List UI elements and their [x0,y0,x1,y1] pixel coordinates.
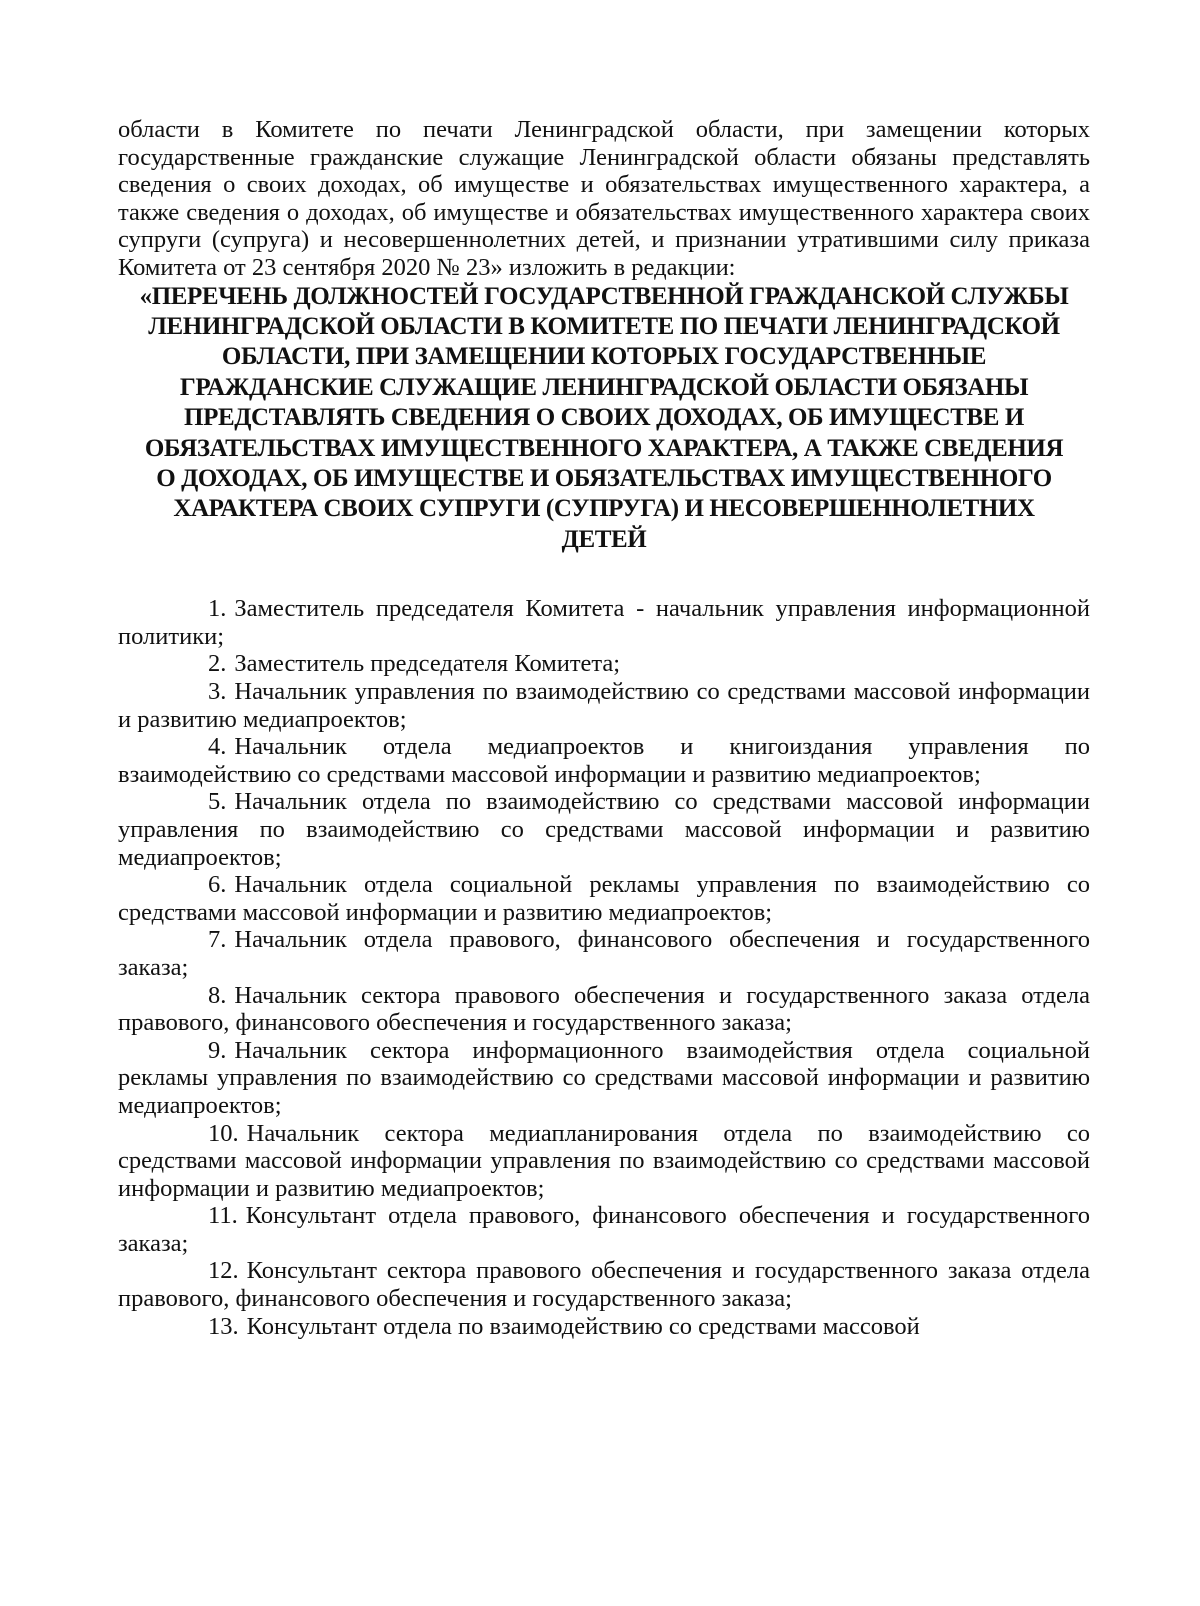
item-number: 5. [208,788,227,816]
list-item [118,595,1090,650]
list-item [118,1257,1090,1312]
intro-paragraph: области в Комитете по печати Ленинградской области, при замещении которых государственные гражданские служащие Ленинградской области обязаны представлять сведения о своих доходах, об имуществе и обязательствах имущественного характера, а также сведения о доходах, об имуществе и обязательствах имущественного характера своих супруги (супруга) и несовершеннолетних детей, и признании утратившими силу приказа Комитета от 23 сентября 2020 № 23» изложить в редакции: [118,116,1090,281]
list-heading: «ПЕРЕЧЕНЬ ДОЛЖНОСТЕЙ ГОСУДАРСТВЕННОЙ ГРАЖДАНСКОЙ СЛУЖБЫ ЛЕНИНГРАДСКОЙ ОБЛАСТИ В КОМИТЕТЕ ПО ПЕЧАТИ ЛЕНИНГРАДСКОЙ ОБЛАСТИ, ПРИ ЗАМЕЩЕНИИ КОТОРЫХ ГОСУДАРСТВЕННЫЕ ГРАЖДАНСКИЕ СЛУЖАЩИЕ ЛЕНИНГРАДСКОЙ ОБЛАСТИ ОБЯЗАНЫ ПРЕДСТАВЛЯТЬ СВЕДЕНИЯ О СВОИХ ДОХОДАХ, ОБ ИМУЩЕСТВЕ И ОБЯЗАТЕЛЬСТВАХ ИМУЩЕСТВЕННОГО ХАРАКТЕРА, А ТАКЖЕ СВЕДЕНИЯ О ДОХОДАХ, ОБ ИМУЩЕСТВЕ И ОБЯЗАТЕЛЬСТВАХ ИМУЩЕСТВЕННОГО ХАРАКТЕРА СВОИХ СУПРУГИ (СУПРУГА) И НЕСОВЕРШЕННОЛЕТНИХ ДЕТЕЙ [139,282,1069,553]
item-text: Начальник управления по взаимодействию со средствами массовой информации и развитию медиапроектов; [118,678,1090,733]
item-number: 12. [208,1257,239,1285]
positions-list [118,595,1090,1340]
list-item [118,1313,1090,1341]
item-text: Начальник отдела правового, финансового обеспечения и государственного заказа; [118,926,1090,981]
item-number: 10. [208,1119,239,1147]
list-item [118,1202,1090,1257]
item-number: 1. [208,595,227,623]
list-item [118,1037,1090,1120]
list-item [118,871,1090,926]
list-item [118,788,1090,871]
list-item [118,982,1090,1037]
item-text: Начальник сектора информационного взаимодействия отдела социальной рекламы управления по взаимодействию со средствами массовой информации и развитию медиапроектов; [118,1036,1090,1119]
item-number: 4. [208,733,227,761]
item-number: 8. [208,981,227,1009]
item-text: Начальник отдела социальной рекламы управления по взаимодействию со средствами массовой информации и развитию медиапроектов; [118,871,1090,926]
list-item [118,650,1090,678]
item-number: 13. [208,1312,239,1340]
item-number: 3. [208,678,227,705]
item-text: Консультант сектора правового обеспечения и государственного заказа отдела правового, финансового обеспечения и государственного заказа; [118,1257,1090,1313]
item-number: 11. [208,1202,238,1230]
item-number: 9. [208,1036,227,1064]
item-number: 6. [208,871,227,899]
item-text: Заместитель председателя Комитета - начальник управления информационной политики; [118,595,1090,650]
item-text: Консультант отдела по взаимодействию со средствами массовой [246,1312,920,1340]
item-text: Заместитель председателя Комитета; [234,650,621,678]
item-text: Начальник отдела по взаимодействию со средствами массовой информации управления по взаимодействию со средствами массовой информации и развитию медиапроектов; [118,788,1090,871]
item-number: 2. [208,650,227,678]
item-number: 7. [208,926,227,954]
item-text: Начальник сектора медиапланирования отдела по взаимодействию со средствами массовой информации управления по взаимодействию со средствами массовой информации и развитию медиапроектов; [118,1119,1090,1202]
list-item [118,733,1090,788]
document-page [118,116,1090,1340]
item-text: Консультант отдела правового, финансового обеспечения и государственного заказа; [118,1202,1090,1257]
item-text: Начальник отдела медиапроектов и книгоиздания управления по взаимодействию со средствами массовой информации и развитию медиапроектов; [118,733,1090,788]
list-item [118,678,1090,733]
list-item [118,926,1090,981]
list-item [118,1120,1090,1203]
item-text: Начальник сектора правового обеспечения и государственного заказа отдела правового, финансового обеспечения и государственного заказа; [118,981,1090,1037]
